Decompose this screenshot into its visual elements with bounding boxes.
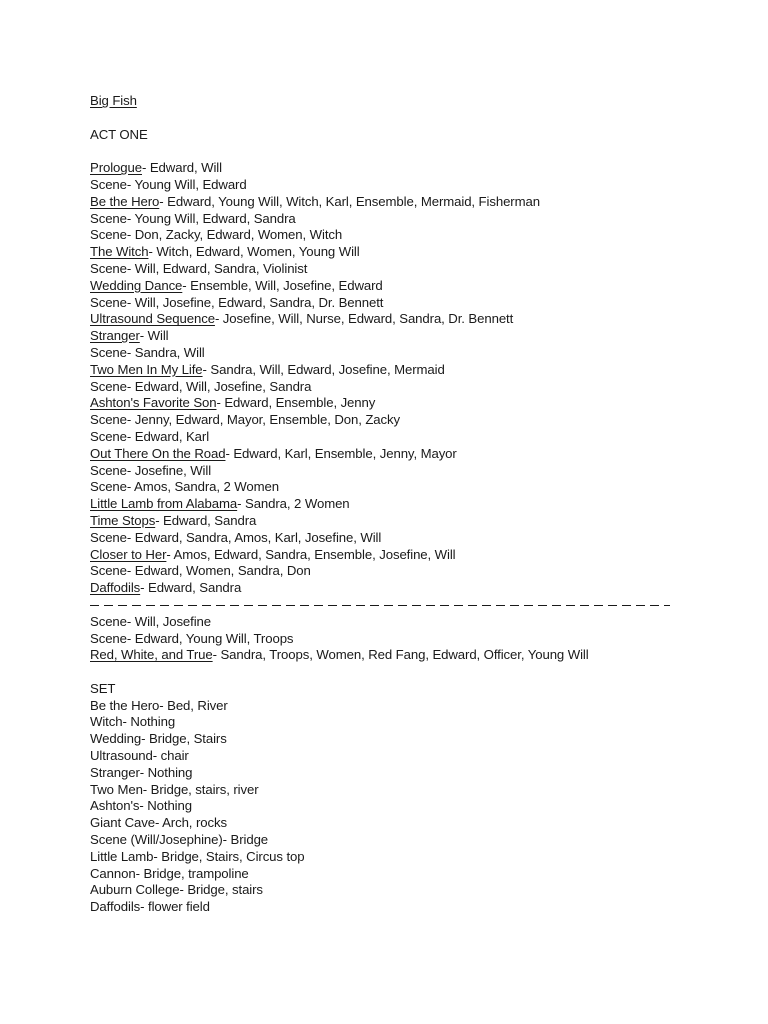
entry-text: - Will xyxy=(139,328,169,344)
song-title: Stranger xyxy=(90,328,140,344)
entry-text: - Edward, Sandra xyxy=(140,580,242,596)
scene-entry xyxy=(90,379,750,396)
act-heading: ACT ONE xyxy=(90,126,148,142)
entry-text: Scene- Sandra, Will xyxy=(90,344,205,360)
dash-mark xyxy=(398,605,407,606)
song-title: Wedding Dance xyxy=(90,277,183,293)
song-entry xyxy=(90,244,750,261)
entry-text: Scene- Jenny, Edward, Mayor, Ensemble, Don, Zacky xyxy=(90,412,401,428)
song-entry xyxy=(90,647,750,664)
dash-mark xyxy=(244,605,253,606)
dash-mark xyxy=(230,605,239,606)
entry-text: - Josefine, Will, Nurse, Edward, Sandra, Dr. Bennett xyxy=(214,311,514,327)
dash-mark xyxy=(482,605,491,606)
scene-entry xyxy=(90,631,750,648)
dash-mark xyxy=(132,605,141,606)
set-list xyxy=(90,698,750,916)
entry-text: Scene- Edward, Young Will, Troops xyxy=(90,630,294,646)
entry-text: Scene- Edward, Will, Josefine, Sandra xyxy=(90,378,312,394)
entry-text: - Ensemble, Will, Josefine, Edward xyxy=(182,277,383,293)
dash-mark xyxy=(160,605,169,606)
set-item: Stranger- Nothing xyxy=(90,764,193,780)
song-entry xyxy=(90,446,750,463)
dash-mark xyxy=(216,605,225,606)
scene-entry xyxy=(90,463,750,480)
dash-mark xyxy=(328,605,337,606)
set-item: Two Men- Bridge, stairs, river xyxy=(90,781,259,797)
scene-entry xyxy=(90,429,750,446)
dash-mark xyxy=(286,605,295,606)
dash-mark xyxy=(202,605,211,606)
dash-mark xyxy=(370,605,379,606)
dash-mark xyxy=(650,605,659,606)
dash-mark xyxy=(118,605,127,606)
dash-mark xyxy=(412,605,421,606)
set-item: Ashton's- Nothing xyxy=(90,798,192,814)
entry-text: Scene- Don, Zacky, Edward, Women, Witch xyxy=(90,227,343,243)
dash-mark xyxy=(622,605,631,606)
dash-mark xyxy=(608,605,617,606)
song-entry xyxy=(90,513,750,530)
song-scene-list xyxy=(90,160,750,597)
dash-mark xyxy=(90,605,99,606)
song-title: Ashton's Favorite Son xyxy=(90,395,217,411)
dash-mark xyxy=(272,605,281,606)
song-title: Out There On the Road xyxy=(90,445,226,461)
dash-mark xyxy=(552,605,561,606)
song-title: Red, White, and True xyxy=(90,647,213,663)
scene-entry xyxy=(90,227,750,244)
entry-text: Scene- Amos, Sandra, 2 Women xyxy=(90,479,280,495)
set-item: Witch- Nothing xyxy=(90,714,176,730)
entry-text: Scene- Edward, Karl xyxy=(90,428,210,444)
entry-text: Scene- Edward, Sandra, Amos, Karl, Josefine, Will xyxy=(90,529,382,545)
set-item: Cannon- Bridge, trampoline xyxy=(90,865,249,881)
scene-entry xyxy=(90,295,750,312)
song-scene-list-continued xyxy=(90,614,750,664)
song-entry xyxy=(90,311,750,328)
set-heading: SET xyxy=(90,680,116,696)
song-title: Prologue xyxy=(90,160,142,176)
scene-entry xyxy=(90,563,750,580)
dash-mark xyxy=(300,605,309,606)
dash-mark xyxy=(104,605,113,606)
spacer xyxy=(90,110,750,127)
song-entry xyxy=(90,395,750,412)
dash-mark xyxy=(384,605,393,606)
dash-mark xyxy=(510,605,519,606)
dash-mark xyxy=(146,605,155,606)
song-entry xyxy=(90,547,750,564)
song-title: The Witch xyxy=(90,244,149,260)
set-item: Scene (Will/Josephine)- Bridge xyxy=(90,832,269,848)
document-title: Big Fish xyxy=(90,93,137,108)
dashed-divider xyxy=(90,597,670,614)
entry-text: - Edward, Sandra xyxy=(155,512,257,528)
scene-entry xyxy=(90,261,750,278)
entry-text: Scene- Will, Josefine xyxy=(90,613,212,629)
document-page xyxy=(90,93,750,916)
entry-text: Scene- Young Will, Edward xyxy=(90,176,247,192)
song-title: Be the Hero xyxy=(90,193,160,209)
song-entry xyxy=(90,160,750,177)
set-item: Daffodils- flower field xyxy=(90,899,210,915)
song-entry xyxy=(90,496,750,513)
dash-mark xyxy=(664,605,670,606)
dash-mark xyxy=(342,605,351,606)
song-title: Daffodils xyxy=(90,580,141,596)
dash-mark xyxy=(566,605,575,606)
scene-entry xyxy=(90,412,750,429)
entry-text: - Witch, Edward, Women, Young Will xyxy=(148,244,360,260)
dash-mark xyxy=(188,605,197,606)
set-item: Wedding- Bridge, Stairs xyxy=(90,731,227,747)
dash-mark xyxy=(174,605,183,606)
entry-text: - Sandra, Troops, Women, Red Fang, Edward, Officer, Young Will xyxy=(212,647,589,663)
entry-text: - Sandra, Will, Edward, Josefine, Mermaid xyxy=(202,361,445,377)
entry-text: - Edward, Karl, Ensemble, Jenny, Mayor xyxy=(225,445,457,461)
set-item: Giant Cave- Arch, rocks xyxy=(90,815,227,831)
dash-mark xyxy=(468,605,477,606)
song-title: Time Stops xyxy=(90,512,156,528)
scene-entry xyxy=(90,479,750,496)
song-entry xyxy=(90,580,750,597)
song-title: Little Lamb from Alabama xyxy=(90,496,238,512)
dash-mark xyxy=(594,605,603,606)
dash-mark xyxy=(538,605,547,606)
dash-mark xyxy=(440,605,449,606)
entry-text: Scene- Will, Josefine, Edward, Sandra, Dr. Bennett xyxy=(90,294,384,310)
song-title: Two Men In My Life xyxy=(90,361,203,377)
song-entry xyxy=(90,278,750,295)
set-item: Be the Hero- Bed, River xyxy=(90,697,228,713)
scene-entry xyxy=(90,614,750,631)
song-entry xyxy=(90,194,750,211)
song-entry xyxy=(90,362,750,379)
scene-entry xyxy=(90,530,750,547)
entry-text: Scene- Young Will, Edward, Sandra xyxy=(90,210,296,226)
entry-text: - Edward, Young Will, Witch, Karl, Ensemble, Mermaid, Fisherman xyxy=(159,193,540,209)
entry-text: - Edward, Will xyxy=(142,160,222,176)
dash-mark xyxy=(426,605,435,606)
entry-text: - Edward, Ensemble, Jenny xyxy=(216,395,376,411)
scene-entry xyxy=(90,177,750,194)
song-title: Ultrasound Sequence xyxy=(90,311,215,327)
entry-text: - Sandra, 2 Women xyxy=(237,496,350,512)
set-item: Little Lamb- Bridge, Stairs, Circus top xyxy=(90,848,305,864)
dash-mark xyxy=(258,605,267,606)
song-title: Closer to Her xyxy=(90,546,167,562)
dash-mark xyxy=(496,605,505,606)
scene-entry xyxy=(90,211,750,228)
scene-entry xyxy=(90,345,750,362)
dash-mark xyxy=(636,605,645,606)
dash-mark xyxy=(356,605,365,606)
song-entry xyxy=(90,328,750,345)
spacer xyxy=(90,143,750,160)
spacer xyxy=(90,664,750,681)
dash-mark xyxy=(314,605,323,606)
entry-text: Scene- Will, Edward, Sandra, Violinist xyxy=(90,260,308,276)
dash-mark xyxy=(524,605,533,606)
set-item: Ultrasound- chair xyxy=(90,748,189,764)
dash-mark xyxy=(580,605,589,606)
entry-text: - Amos, Edward, Sandra, Ensemble, Josefine, Will xyxy=(166,546,456,562)
dash-mark xyxy=(454,605,463,606)
set-item: Auburn College- Bridge, stairs xyxy=(90,882,263,898)
entry-text: Scene- Josefine, Will xyxy=(90,462,212,478)
entry-text: Scene- Edward, Women, Sandra, Don xyxy=(90,563,311,579)
